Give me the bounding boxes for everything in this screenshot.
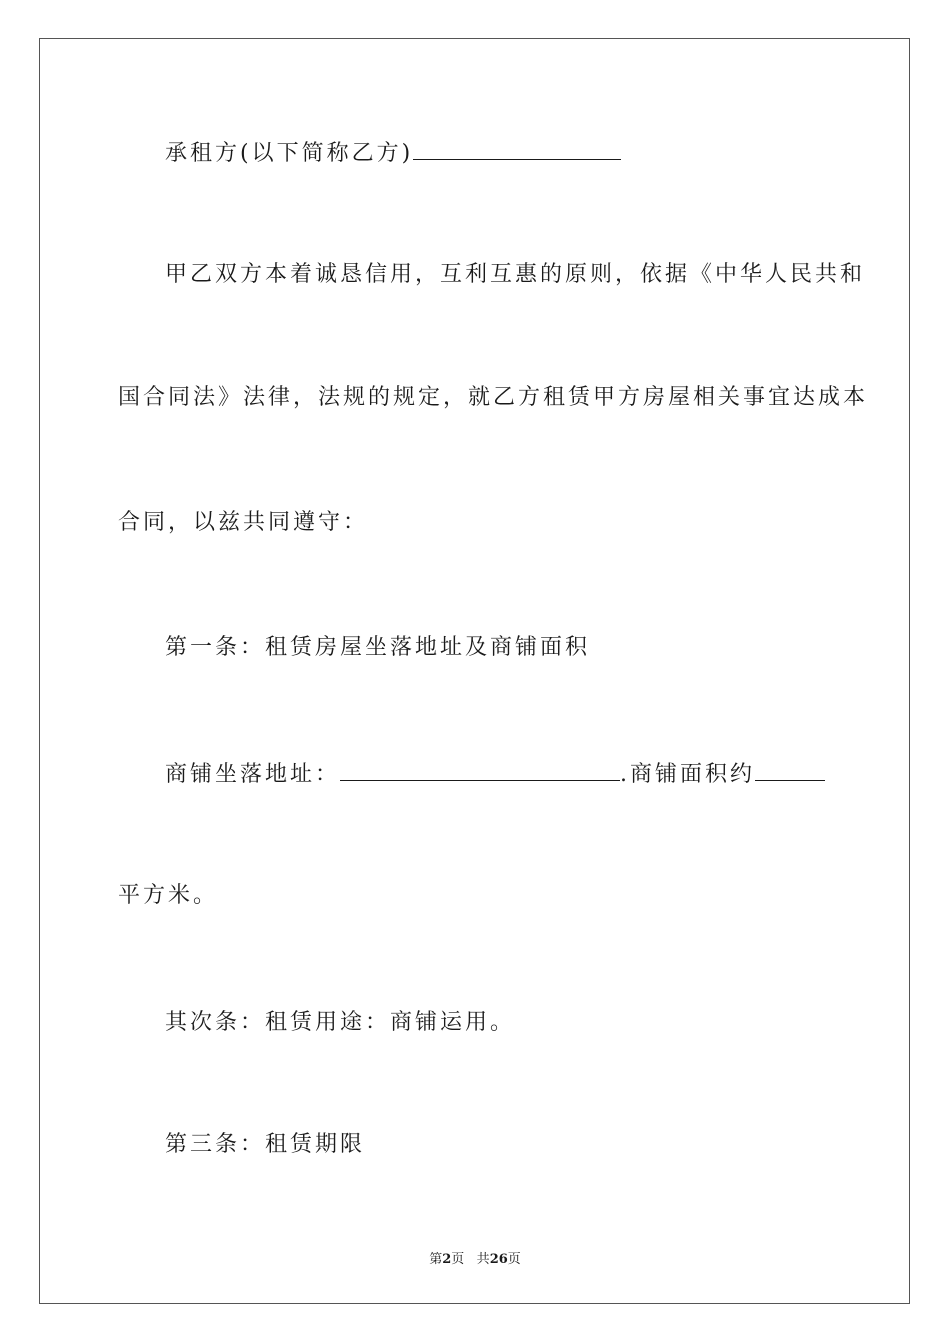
address-label: 商铺坐落地址： xyxy=(165,762,341,787)
total-prefix: 共 xyxy=(476,1252,490,1267)
area-blank xyxy=(755,758,825,781)
article-1-heading: 第一条：租赁房屋坐落地址及商铺面积 xyxy=(165,635,591,660)
page-number: 2 xyxy=(442,1252,452,1267)
lessee-line xyxy=(165,137,885,169)
page-border xyxy=(39,38,910,1304)
total-suffix: 页 xyxy=(507,1252,521,1267)
lessee-blank xyxy=(413,137,621,160)
lessee-label: 承租方(以下简称乙方) xyxy=(165,141,414,166)
address-blank xyxy=(340,758,620,781)
preamble-line-2: 国合同法》法律，法规的规定，就乙方租赁甲方房屋相关事宜达成本 xyxy=(118,385,869,410)
area-label: .商铺面积约 xyxy=(620,762,756,787)
preamble-line-3: 合同，以兹共同遵守： xyxy=(118,510,369,535)
page-footer xyxy=(0,1248,950,1267)
address-line xyxy=(165,758,885,790)
total-pages: 26 xyxy=(489,1252,508,1267)
article-3-heading: 第三条：租赁期限 xyxy=(165,1132,366,1157)
article-2-heading: 其次条：租赁用途：商铺运用。 xyxy=(165,1010,516,1035)
page-prefix: 第 xyxy=(429,1252,443,1267)
page-suffix: 页 xyxy=(451,1252,465,1267)
area-unit-line: 平方米。 xyxy=(118,883,219,908)
preamble-line-1: 甲乙双方本着诚恳信用，互利互惠的原则，依据《中华人民共和 xyxy=(165,262,866,287)
